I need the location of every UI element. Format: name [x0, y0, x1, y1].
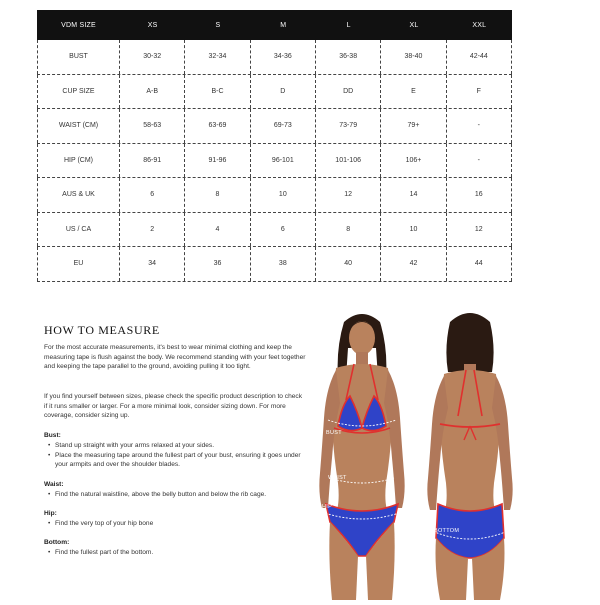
table-cell: 14 — [381, 178, 446, 212]
table-cell: 30-32 — [120, 40, 185, 74]
row-label: AUS & UK — [37, 178, 120, 212]
table-row — [37, 109, 512, 144]
table-cell: 8 — [316, 213, 381, 247]
hip-label: Hip: — [44, 510, 57, 517]
bottom-figure-label: BOTTOM — [434, 528, 460, 534]
row-label: US / CA — [37, 213, 120, 247]
table-cell: 96-101 — [251, 144, 316, 178]
table-cell: D — [251, 75, 316, 109]
table-row — [37, 247, 512, 282]
table-row — [37, 178, 512, 213]
table-cell: DD — [316, 75, 381, 109]
model-back-figure — [420, 308, 520, 600]
header-cell: S — [215, 21, 221, 29]
table-cell: 8 — [185, 178, 250, 212]
row-label: BUST — [37, 40, 120, 74]
table-cell: - — [447, 144, 512, 178]
table-cell: 12 — [316, 178, 381, 212]
list-item: • Find the very top of your hip bone — [48, 519, 306, 529]
header-cell: M — [280, 21, 287, 29]
table-cell: 42 — [381, 247, 446, 281]
table-cell: 10 — [251, 178, 316, 212]
intro-paragraph: For the most accurate measurements, it's best to wear minimal clothing and keep the measuring tape is flush against the body. We recommend standing with your feet together and keeping the tape parallel to the ground, avoiding pulling it too tight. — [44, 344, 306, 371]
bottom-label: Bottom: — [44, 539, 70, 546]
table-cell: 36-38 — [316, 40, 381, 74]
table-cell: 42-44 — [447, 40, 512, 74]
how-to-measure-title: HOW TO MEASURE — [44, 323, 160, 337]
table-cell: 2 — [120, 213, 185, 247]
row-label: WAIST (CM) — [37, 109, 120, 143]
table-cell: 106+ — [381, 144, 446, 178]
table-cell: 91-96 — [185, 144, 250, 178]
header-cell: VDM SIZE — [61, 21, 96, 29]
table-cell: 36 — [185, 247, 250, 281]
table-cell: 6 — [251, 213, 316, 247]
row-label: HIP (CM) — [37, 144, 120, 178]
table-cell: 63-69 — [185, 109, 250, 143]
table-cell: - — [447, 109, 512, 143]
hip-figure-label: HIP — [322, 504, 333, 510]
row-label: CUP SIZE — [37, 75, 120, 109]
header-cell: XL — [409, 21, 419, 29]
table-row — [37, 40, 512, 75]
list-item: • Place the measuring tape around the fullest part of your bust, ensuring it goes under your armpits and over the shoulder blades. — [48, 451, 306, 470]
table-cell: 58-63 — [120, 109, 185, 143]
table-row — [37, 75, 512, 110]
bust-instructions — [48, 441, 306, 470]
table-cell: 4 — [185, 213, 250, 247]
table-cell: 73-79 — [316, 109, 381, 143]
table-cell: B-C — [185, 75, 250, 109]
table-cell: 38-40 — [381, 40, 446, 74]
list-item: • Stand up straight with your arms relaxed at your sides. — [48, 441, 306, 451]
header-cell: XS — [147, 21, 158, 29]
table-cell: 10 — [381, 213, 446, 247]
table-cell: 12 — [447, 213, 512, 247]
waist-label: Waist: — [44, 481, 64, 488]
list-item: • Find the natural waistline, above the belly button and below the rib cage. — [48, 490, 306, 500]
table-cell: 32-34 — [185, 40, 250, 74]
header-cell: L — [346, 21, 351, 29]
bust-figure-label: BUST — [326, 430, 342, 436]
table-cell: 6 — [120, 178, 185, 212]
table-cell: F — [447, 75, 512, 109]
waist-figure-label: WAIST — [328, 475, 347, 481]
table-cell: E — [381, 75, 446, 109]
hip-instructions — [48, 519, 306, 529]
table-header-row — [37, 10, 512, 40]
table-cell: 34 — [120, 247, 185, 281]
table-row — [37, 144, 512, 179]
table-cell: 79+ — [381, 109, 446, 143]
model-front-figure — [306, 308, 416, 600]
row-label: EU — [37, 247, 120, 281]
table-cell: 101-106 — [316, 144, 381, 178]
table-cell: 38 — [251, 247, 316, 281]
between-sizes-paragraph: If you find yourself between sizes, please check the specific product description to check if it runs smaller or larger. For a more minimal look, consider sizing down. For more coverage, consider sizing up. — [44, 393, 303, 420]
table-row — [37, 213, 512, 248]
bust-label: Bust: — [44, 432, 61, 439]
table-cell: 69-73 — [251, 109, 316, 143]
bottom-instructions — [48, 548, 306, 558]
table-cell: 86-91 — [120, 144, 185, 178]
model-front-illustration — [306, 308, 416, 600]
table-cell: 34-36 — [251, 40, 316, 74]
table-cell: A-B — [120, 75, 185, 109]
table-cell: 40 — [316, 247, 381, 281]
table-cell: 16 — [447, 178, 512, 212]
header-cell: XXL — [472, 21, 487, 29]
list-item: • Find the fullest part of the bottom. — [48, 548, 306, 558]
model-back-illustration — [420, 308, 520, 600]
size-chart-table — [37, 10, 512, 282]
table-cell: 44 — [447, 247, 512, 281]
waist-instructions — [48, 490, 306, 500]
